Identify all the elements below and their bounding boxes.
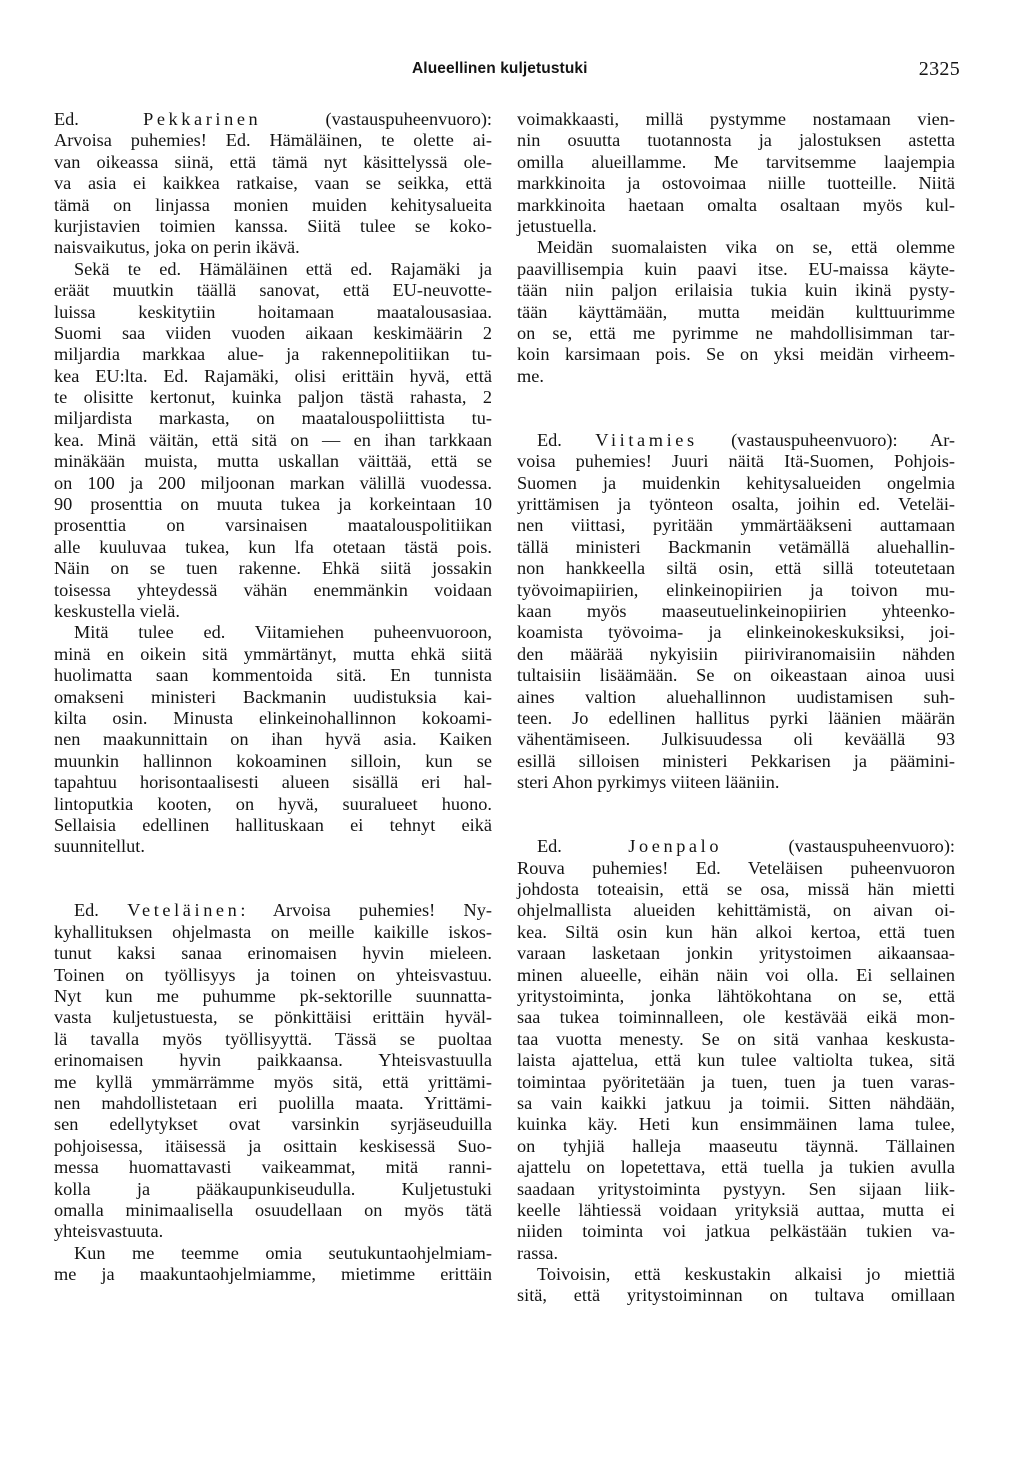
text-line: keskustella vielä.	[54, 600, 180, 621]
paragraph-gap	[517, 815, 955, 836]
text-line: esillä silloisen ministeri Pekkarisen ja päämini-	[517, 750, 955, 771]
text-line: Ed. Pekkarinen (vastauspuheenvuoro):	[54, 109, 492, 129]
text-line: nen maakunnittain on ihan hyvä asia. Kaiken	[54, 729, 492, 750]
text-line: steri Ahon pyrkimys viiteen lääniin.	[517, 772, 780, 793]
text-line: keelle lähtiessä voidaan yrityksiä auttaa, mutta ei	[517, 1199, 955, 1220]
text-line: yrittämisen ja työnteon osalta, joihin ed. Veteläi-	[517, 494, 955, 515]
text-line: on tyhjiä halleja maaseutu täynnä. Tällainen	[517, 1135, 955, 1156]
text-line: toisessa yhteydessä vähän enemmänkin voidaan	[54, 579, 492, 600]
text-line: kea EU:lta. Ed. Rajamäki, olisi erittäin hyvä, että	[54, 365, 492, 386]
text-line: markkinoita ja ostovoimaa niille tuotteille. Niitä	[517, 173, 955, 194]
text-line: yhteisvastuuta.	[54, 1221, 164, 1242]
text-line: messa huomattavasti vaikeammat, mitä ranni-	[54, 1157, 492, 1178]
text-line: prosenttia on varsinaisen maatalouspolitiikan	[54, 515, 492, 536]
text-line: vähentämiseen. Julkisuudessa oli keväällä 93	[517, 729, 955, 750]
text-line: 90 prosenttia on muuta tukea ja korkeintaan 10	[54, 494, 492, 515]
running-title: Alueellinen kuljetustuki	[412, 60, 588, 77]
text-line: Suomen ja muidenkin kehitysalueiden ongelmia	[517, 472, 955, 493]
text-line: Arvoisa puhemies! Ed. Hämäläinen, te olette ai-	[54, 130, 492, 151]
text-line: voimakkaasti, millä pystymme nostamaan vien-	[517, 109, 955, 129]
text-line: te olisitte kertonut, kuinka paljon tästä rahasta, 2	[54, 387, 492, 408]
text-line: vasta kuljetustuesta, se pönkittäisi erittäin hyväl-	[54, 1007, 492, 1028]
text-line: tultaisiin lisäämään. Se on oikeastaan ainoa uusi	[517, 665, 955, 686]
text-line: tunut kaksi sanaa erinomaisen hyvin mieleen.	[54, 943, 492, 964]
text-line: va asia ei kaikkea ratkaise, vaan se seikka, että	[54, 173, 492, 194]
text-line: minäkään muista, mutta uskallan väittää, että se	[54, 451, 492, 472]
text-line: minä en oikein sitä ymmärtänyt, mutta ehkä siitä	[54, 643, 492, 664]
text-line: työvoimapiirien, elinkeinopiirien ja toivon mu-	[517, 579, 955, 600]
text-line: kea. Siltä osin kun hän alkoi kertoa, että tuen	[517, 921, 955, 942]
speaker-name: Veteläinen	[127, 900, 241, 921]
speaker-name: Viitamies	[595, 429, 698, 450]
text-line: ajattelu on lopetettava, että tuella ja tukien avulla	[517, 1157, 955, 1178]
text-line: nin osuutta tuotannosta ja jalostuksen astetta	[517, 130, 955, 151]
text-line: nen viittasi, pyritään ymmärtääkseni auttamaan	[517, 515, 955, 536]
text-line: van oikeassa siinä, että tämä nyt käsittelyssä ole-	[54, 151, 492, 172]
paragraph-gap	[54, 858, 492, 879]
text-line: me.	[517, 365, 544, 386]
text-line: den määrää nykyisiin piiriviranomaisiin nähden	[517, 643, 955, 664]
text-line: saa tukea toiminnalleen, ole kestävää eikä mon-	[517, 1007, 955, 1028]
text-line: kurjistavien toimien kanssa. Siitä tulee se koko-	[54, 215, 492, 236]
text-line: kolla ja pääkaupunkiseudulla. Kuljetustuki	[54, 1178, 492, 1199]
text-line: Rouva puhemies! Ed. Veteläisen puheenvuoron	[517, 857, 955, 878]
page-header	[0, 58, 1024, 88]
text-line: toimintaa pyöritetään ja tuen, tuen ja tuen varas-	[517, 1071, 955, 1092]
text-line: pohjoisessa, itäisessä ja osittain keskisessä Suo-	[54, 1135, 492, 1156]
text-line: Nyt kun me puhumme pk-sektorille suunnatta-	[54, 986, 492, 1007]
paragraph-gap	[54, 879, 492, 900]
page-number: 2325	[918, 58, 960, 80]
text-line: muunkin hallinnon kokoaminen silloin, kun se	[54, 750, 492, 771]
paragraph-gap	[517, 387, 955, 408]
text-line: sitä, että yritystoiminnan on tultava omillaan	[517, 1285, 955, 1306]
text-line: naisvaikutus, joka on perin ikävä.	[54, 237, 300, 258]
text-line: miljardista markasta, on maatalouspoliittista tu-	[54, 408, 492, 429]
text-line: Sekä te ed. Hämäläinen että ed. Rajamäki ja	[74, 258, 492, 279]
speaker-name: Joenpalo	[628, 836, 723, 857]
text-line: Kun me teemme omia seutukuntaohjelmiam-	[74, 1242, 492, 1263]
text-line: nen mahdollistetaan eri puolilla maata. Yrittämi-	[54, 1092, 492, 1113]
text-line: paavillisempia kuin paavi itse. EU-maissa käyte-	[517, 258, 955, 279]
text-line: jetustuella.	[517, 215, 597, 236]
text-line: Toinen on työllisyys ja toinen on yhteisvastuu.	[54, 964, 492, 985]
paragraph-gap	[517, 794, 955, 815]
text-line: kuinka käy. Heti kun ensimmäinen lama tulee,	[517, 1114, 955, 1135]
text-line: luissa keskitytiin hoitamaan maatalousasiaa.	[54, 301, 492, 322]
text-line: sa vain kaikki jatkuu ja toimii. Sitten nähdään,	[517, 1092, 955, 1113]
paragraph-gap	[517, 408, 955, 429]
left-column	[54, 109, 492, 1285]
text-line: sen edellytykset ovat varsinkin syrjäseuduilla	[54, 1114, 492, 1135]
text-line: tapahtuu horisontaalisesti alueen sisällä eri hal-	[54, 772, 492, 793]
text-line: kilta osin. Minusta elinkeinohallinnon kokoami-	[54, 707, 492, 728]
text-line: erinomaisen hyvin paikkaansa. Yhteisvastuulla	[54, 1050, 492, 1071]
text-line: koin karsimaan pois. Se on yksi meidän virheem-	[517, 344, 955, 365]
text-line: me ja maakuntaohjelmiamme, mietimme erittäin	[54, 1264, 492, 1285]
text-line: tällä ministeri Backmanin vetämällä aluehallin-	[517, 536, 955, 557]
text-line: tään niin paljon erilaisia tukia kuin ikinä pysty-	[517, 280, 955, 301]
text-line: Toivoisin, että keskustakin alkaisi jo miettiä	[537, 1264, 955, 1285]
text-line: saadaan yritystoiminta pystyyn. Sen sijaan liik-	[517, 1178, 955, 1199]
text-line: Mitä tulee ed. Viitamiehen puheenvuoroon,	[74, 622, 492, 643]
text-line: koamista työvoima- ja elinkeinokeskuksiksi, joi-	[517, 622, 955, 643]
text-line: tään käyttämään, mutta meidän kulttuurimme	[517, 301, 955, 322]
text-line: suunnitellut.	[54, 836, 145, 857]
text-line: lintoputkia kooten, on hyvä, suuralueet huono.	[54, 793, 492, 814]
text-line: Sellaisia edellinen hallituskaan ei tehnyt eikä	[54, 814, 492, 835]
text-line: aines valtion aluehallinnon uudistamisen suh-	[517, 686, 955, 707]
text-line: Ed. Viitamies (vastauspuheenvuoro): Ar-	[537, 429, 956, 450]
right-column	[517, 109, 955, 1307]
text-line: niiden toiminta voi jatkua pelkästään tukien va-	[517, 1221, 955, 1242]
text-line: Suomi saa viiden vuoden aikaan keskimäärin 2	[54, 322, 492, 343]
text-line: non hankkeella siltä osin, että sillä toteutetaan	[517, 558, 955, 579]
text-line: Ed. Veteläinen: Arvoisa puhemies! Ny-	[74, 900, 492, 921]
text-line: markkinoita haetaan omalta osaltaan myös kul-	[517, 194, 955, 215]
speaker-name: Pekkarinen	[143, 109, 262, 129]
text-line: rassa.	[517, 1242, 559, 1263]
text-line: taa vuotta menesty. Se on sitä vanhaa keskusta-	[517, 1028, 955, 1049]
text-line: omakseni ministeri Backmanin uudistuksia kai-	[54, 686, 492, 707]
text-line: on 100 ja 200 miljoonan markan välillä vuodessa.	[54, 472, 492, 493]
text-line: alle kuuluvaa tukea, kun lfa otetaan tästä pois.	[54, 536, 492, 557]
text-line: miljardia markkaa alue- ja rakennepolitiikan tu-	[54, 344, 492, 365]
text-line: eräät muutkin täällä sanovat, että EU-neuvotte-	[54, 280, 492, 301]
text-line: teen. Jo edellinen hallitus pyrki läänien määrän	[517, 707, 955, 728]
text-line: voisa puhemies! Juuri näitä Itä-Suomen, Pohjois-	[517, 451, 955, 472]
text-line: laista ajattelua, että kun tulee valtiolta tukea, sitä	[517, 1050, 955, 1071]
text-line: kaan myös maaseutuelinkeinopiirien yhteenko-	[517, 600, 955, 621]
text-line: minen alueelle, eihän näin voi olla. Ei sellainen	[517, 964, 955, 985]
text-line: Meidän suomalaisten vika on se, että olemme	[537, 237, 955, 258]
text-line: varaan lasketaan jonkin yritystoimen aikaansaa-	[517, 943, 955, 964]
text-line: johdosta toteaisin, että se osa, missä hän mietti	[517, 879, 955, 900]
text-line: kyhallituksen ohjelmasta on meille kaikille iskos-	[54, 921, 492, 942]
text-line: huolimatta saan kommentoida sitä. En tunnista	[54, 665, 492, 686]
text-line: yritystoiminta, jonka lähtökohtana on se, että	[517, 986, 955, 1007]
text-line: omalla minimaalisella osuudellaan on myös tätä	[54, 1199, 492, 1220]
text-line: lä tavalla myös työllisyyttä. Tässä se puoltaa	[54, 1028, 492, 1049]
text-line: on se, että me pyrimme ne mahdollisimman tar-	[517, 322, 955, 343]
text-line: ohjelmallista alueiden kehittämistä, on aivan oi-	[517, 900, 955, 921]
text-line: Ed. Joenpalo (vastauspuheenvuoro):	[537, 836, 955, 857]
text-line: Näin on se tuen rakenne. Ehkä siitä jossakin	[54, 558, 492, 579]
text-line: omilla alueillamme. Me tarvitsemme laajempia	[517, 151, 955, 172]
text-line: kea. Minä väitän, että sitä on — en ihan tarkkaan	[54, 429, 492, 450]
text-line: me kyllä ymmärrämme myös sitä, että yrittämi-	[54, 1071, 492, 1092]
text-line: tämä on linjassa monien muiden kehitysalueita	[54, 194, 492, 215]
